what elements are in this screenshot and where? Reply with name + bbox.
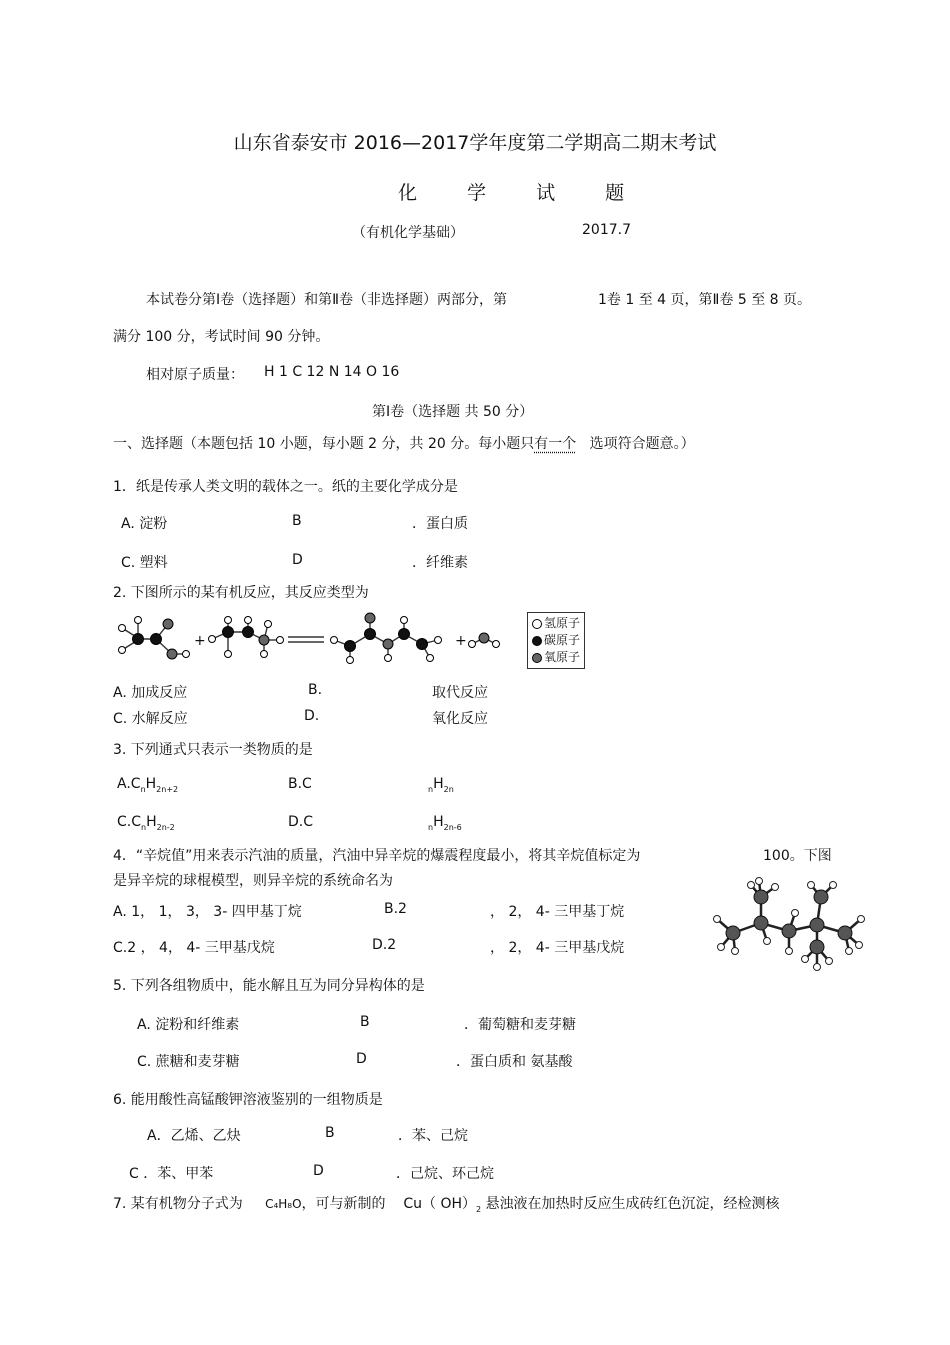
q7-stem xyxy=(113,1193,780,1214)
q6-option-b-text: ．苯、己烷 xyxy=(398,1128,468,1144)
q1-option-d-letter: D xyxy=(292,552,303,568)
q2-option-d-text: 氧化反应 xyxy=(432,711,488,727)
q7-stem-b: ，可与新制的 xyxy=(301,1196,386,1212)
legend-hydrogen: 氢原子 xyxy=(532,615,580,632)
atomic-mass-values: H 1 C 12 N 14 O 16 xyxy=(264,364,400,380)
q4-stem-c: 是异辛烷的球棍模型，则异辛烷的系统命名为 xyxy=(113,873,393,889)
q3-stem: 3. 下列通式只表示一类物质的是 xyxy=(113,742,313,758)
q3-option-b-letter: B.C xyxy=(288,776,312,792)
q6-option-c: C ．苯、甲苯 xyxy=(129,1166,214,1182)
q1-option-d-text: ．纤维素 xyxy=(412,555,468,571)
section-one-text-a: 一、选择题（本题包括 10 小题，每小题 2 分，共 20 分。每小题只 xyxy=(113,436,535,452)
q2-option-d-letter: D. xyxy=(304,708,320,724)
q4-option-a: A. 1， 1， 3， 3- 四甲基丁烷 xyxy=(113,904,302,920)
q4-option-d-letter: D.2 xyxy=(372,937,397,953)
subtitle-date: 2017.7 xyxy=(582,222,631,238)
atom-legend xyxy=(527,612,585,669)
q7-reagent-sub: 2 xyxy=(476,1204,482,1214)
q5-option-b-letter: B xyxy=(360,1014,370,1030)
q1-option-c: C. 塑料 xyxy=(121,555,168,571)
q4-option-b-letter: B.2 xyxy=(384,901,407,917)
q3-option-a: $A.C_nH_{2n+2}$ xyxy=(117,776,179,794)
legend-carbon: 碳原子 xyxy=(532,632,580,649)
part1-heading: 第Ⅰ卷（选择题 共 50 分） xyxy=(372,404,534,420)
q5-option-c: C. 蔗糖和麦芽糖 xyxy=(137,1054,240,1070)
q2-option-a: A. 加成反应 xyxy=(113,685,188,701)
q7-formula: C₄H₈O xyxy=(265,1197,302,1211)
section-one-text-c: 选项符合题意。） xyxy=(589,436,695,452)
section-one-emphasis: 有一个 xyxy=(534,436,577,452)
intro-line1a: 本试卷分第Ⅰ卷（选择题）和第Ⅱ卷（非选择题）两部分，第 xyxy=(146,292,508,308)
q6-option-a: A．乙烯、乙炔 xyxy=(147,1128,241,1144)
reaction-diagram xyxy=(112,610,522,672)
q1-option-b-text: ．蛋白质 xyxy=(412,516,468,532)
q1-option-b-letter: B xyxy=(292,513,302,529)
svg-text:+: + xyxy=(194,633,206,649)
q4-stem-b: 100。下图 xyxy=(763,848,832,864)
q3-option-c: $C.C_nH_{2n-2}$ xyxy=(117,814,175,832)
q4-stem-a: 4．“辛烷值”用来表示汽油的质量，汽油中异辛烷的爆震程度最小，将其辛烷值标定为 xyxy=(113,848,641,864)
q1-option-a: A. 淀粉 xyxy=(121,516,168,532)
q5-stem: 5. 下列各组物质中，能水解且互为同分异构体的是 xyxy=(113,978,425,994)
subject-title: 化 学 试 题 xyxy=(398,182,647,204)
q6-option-b-letter: B xyxy=(325,1125,335,1141)
q3-option-b-formula: $_nH_{2n}$ xyxy=(428,776,454,794)
q2-option-b-letter: B. xyxy=(308,682,323,698)
intro-line2: 满分 100 分，考试时间 90 分钟。 xyxy=(113,329,330,345)
q4-option-c: C.2 ， 4， 4- 三甲基戊烷 xyxy=(113,940,275,956)
svg-text:+: + xyxy=(455,633,467,649)
q2-option-b-text: 取代反应 xyxy=(432,685,488,701)
exam-title: 山东省泰安市 2016—2017学年度第二学期高二期末考试 xyxy=(233,132,717,154)
atomic-mass-label: 相对原子质量： xyxy=(146,367,244,383)
subtitle-course: （有机化学基础） xyxy=(352,225,464,241)
q6-stem: 6. 能用酸性高锰酸钾溶液鉴别的一组物质是 xyxy=(113,1092,383,1108)
intro-line1b: 1卷 1 至 4 页，第Ⅱ卷 5 至 8 页。 xyxy=(598,292,812,308)
q7-stem-c: 悬浊液在加热时反应生成砖红色沉淀，经检测核 xyxy=(485,1196,780,1212)
q7-reagent: Cu（ OH） xyxy=(403,1196,477,1212)
q5-option-d-letter: D xyxy=(356,1051,367,1067)
q5-option-a: A. 淀粉和纤维素 xyxy=(137,1017,240,1033)
q3-option-d-letter: D.C xyxy=(288,814,314,830)
q2-option-c: C. 水解反应 xyxy=(113,711,188,727)
section-one-instruction xyxy=(113,433,695,453)
legend-oxygen: 氧原子 xyxy=(532,649,580,666)
q6-option-d-letter: D xyxy=(313,1163,324,1179)
q3-option-d-formula: $_nH_{2n-6}$ xyxy=(428,814,462,832)
q5-option-d-text: ．蛋白质和 氨基酸 xyxy=(456,1054,573,1070)
q6-option-d-text: ．己烷、环己烷 xyxy=(396,1166,494,1182)
q2-stem: 2. 下图所示的某有机反应，其反应类型为 xyxy=(113,585,369,601)
q7-stem-a: 7. 某有机物分子式为 xyxy=(113,1196,243,1212)
q1-stem: 1．纸是传承人类文明的载体之一。纸的主要化学成分是 xyxy=(113,479,458,495)
q4-option-b-text: ， 2， 4- 三甲基丁烷 xyxy=(490,904,625,920)
isooctane-ball-stick-model xyxy=(705,875,870,975)
q4-option-d-text: ， 2， 4- 三甲基戊烷 xyxy=(490,940,625,956)
q5-option-b-text: ．葡萄糖和麦芽糖 xyxy=(464,1017,576,1033)
